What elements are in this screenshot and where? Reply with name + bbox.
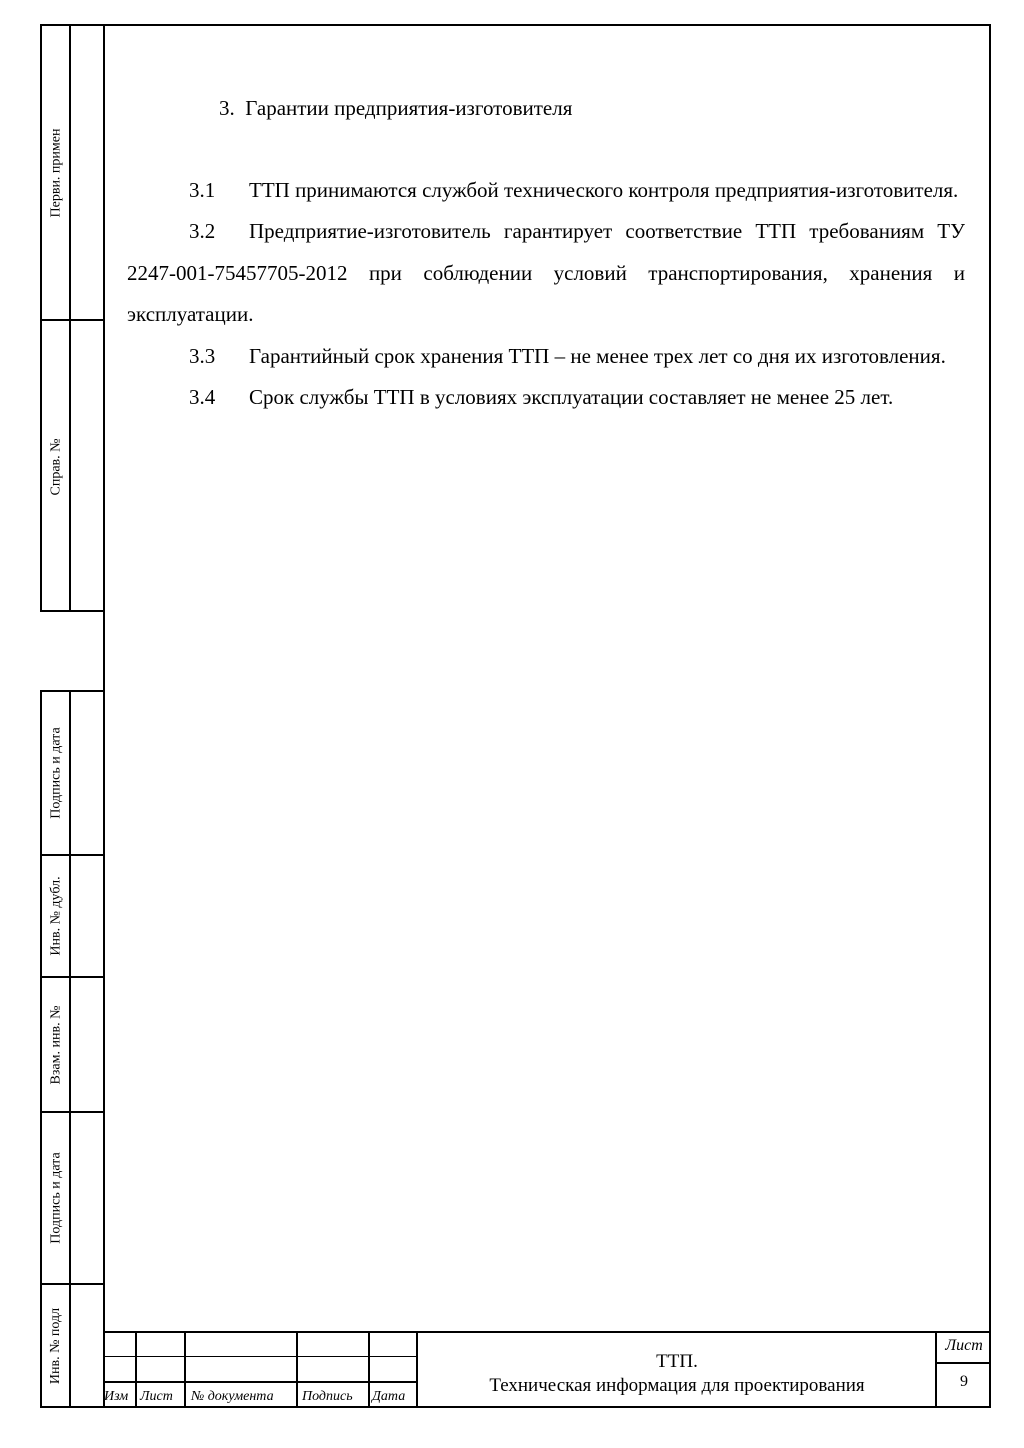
paragraph bbox=[127, 377, 965, 419]
document-title: Техническая информация для проектирования bbox=[489, 1375, 865, 1396]
margin-label-original-inv-no: Инв. № подл bbox=[48, 1307, 64, 1384]
stamp-rule bbox=[368, 1331, 370, 1408]
margin-strip-upper bbox=[40, 24, 105, 612]
stamp-rule bbox=[184, 1331, 186, 1408]
margin-label-replaced-inv-no: Взам. инв. № bbox=[48, 1005, 64, 1084]
stamp-col-sheet: Лист bbox=[140, 1389, 173, 1404]
document-body bbox=[127, 88, 965, 419]
paragraph-text: ТТП принимаются службой технического контроля предприятия-изготовителя. bbox=[249, 177, 959, 202]
section-number: 3. bbox=[219, 96, 235, 120]
stamp-col-doc-no: № документа bbox=[191, 1389, 274, 1404]
margin-strip-lower bbox=[40, 690, 105, 1408]
section-title: Гарантии предприятия-изготовителя bbox=[245, 96, 573, 120]
margin-label-signature-date-2: Подпись и дата bbox=[48, 1152, 64, 1244]
section-heading bbox=[127, 88, 965, 130]
margin-label-signature-date: Подпись и дата bbox=[48, 727, 64, 819]
margin-divider bbox=[69, 26, 71, 610]
paragraph-number: 3.2 bbox=[189, 219, 216, 243]
margin-label-dup-inv-no: Инв. № дубл. bbox=[48, 876, 64, 956]
paragraph-number: 3.3 bbox=[189, 343, 216, 368]
stamp-col-change: Изм bbox=[104, 1389, 129, 1404]
title-block bbox=[103, 1331, 991, 1408]
margin-label-reference-no: Справ. № bbox=[48, 437, 64, 496]
sheet-number: 9 bbox=[960, 1373, 968, 1390]
paragraph bbox=[127, 170, 965, 212]
paragraph bbox=[127, 211, 965, 336]
sheet-label: Лист bbox=[945, 1337, 983, 1354]
stamp-rule bbox=[296, 1331, 298, 1408]
stamp-rule bbox=[937, 1362, 991, 1364]
paragraph-number: 3.1 bbox=[189, 177, 216, 202]
margin-label-first-use: Перви. примен bbox=[48, 128, 64, 217]
paragraph-text: Предприятие-изготовитель гарантирует соответствие ТТП требованиям ТУ 2247-001-75457705-2012 при соблюдении условий транспортирования, хранения и эксплуатации. bbox=[127, 219, 965, 326]
paragraph bbox=[127, 336, 965, 378]
stamp-rule bbox=[103, 1331, 991, 1333]
document-code: ТТП. bbox=[656, 1351, 698, 1372]
margin-divider bbox=[69, 692, 71, 1406]
stamp-col-date: Дата bbox=[372, 1389, 406, 1404]
paragraph-number: 3.4 bbox=[189, 385, 216, 409]
paragraph-text: Гарантийный срок хранения ТТП – не менее трех лет со дня их изготовления. bbox=[249, 343, 946, 368]
stamp-rule bbox=[135, 1331, 137, 1408]
paragraph-text: Срок службы ТТП в условиях эксплуатации составляет не менее 25 лет. bbox=[249, 385, 894, 409]
stamp-col-signature: Подпись bbox=[302, 1389, 353, 1404]
